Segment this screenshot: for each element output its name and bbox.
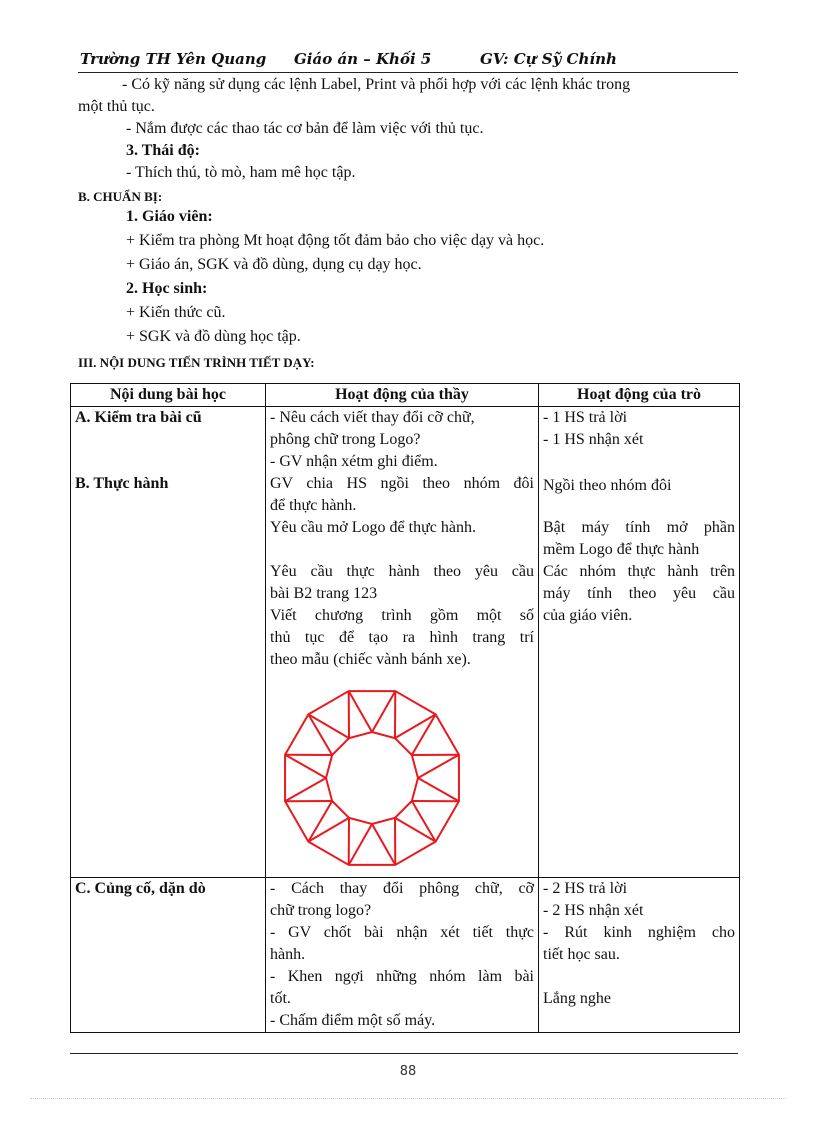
student-b-line: của giáo viên. <box>543 607 633 624</box>
teacher-activity-cell <box>266 407 539 878</box>
page-number: 88 <box>399 1064 417 1079</box>
page-header <box>78 48 738 73</box>
teacher-c-line: - Chấm điểm một số máy. <box>270 1012 436 1029</box>
teacher-b-line: Yêu cầu mở Logo để thực hành. <box>270 519 476 536</box>
student-b-line: Ngồi theo nhóm đôi <box>543 477 672 494</box>
skill-line-1 <box>78 74 738 96</box>
teacher-prep-title: 1. Giáo viên: <box>126 208 213 225</box>
content-title: III. NỘI DUNG TIẾN TRÌNH TIẾT DẠY: <box>78 355 315 370</box>
wheel-spoke <box>285 755 326 778</box>
section-c-title: C. Củng cố, dặn dò <box>75 880 206 897</box>
teacher-b-line: thủ tục để tạo ra hình trang trí <box>270 629 534 646</box>
content-cell <box>71 878 266 1033</box>
prep-title: B. CHUẨN BỊ: <box>78 189 163 204</box>
teacher-b-line: Viết chương trình gồm một số <box>270 607 534 624</box>
wheel-spoke <box>285 778 326 801</box>
teacher-a-line: - GV nhận xétm ghi điểm. <box>270 453 438 470</box>
table-row <box>71 878 740 1033</box>
teacher-c-line: tốt. <box>270 990 291 1007</box>
header-teacher-activity: Hoạt động của thầy <box>266 384 539 407</box>
teacher-prep-item-2: + Giáo án, SGK và đồ dùng, dụng cụ dạy học. <box>126 256 422 273</box>
student-activity-cell <box>539 407 740 878</box>
student-a-line: - 1 HS trả lời <box>543 409 628 426</box>
header-teacher: GV: Cự Sỹ Chính <box>480 50 617 68</box>
wheel-spoke <box>372 824 395 865</box>
footer-rule <box>70 1053 738 1054</box>
lesson-table <box>70 383 740 1033</box>
table-header-row <box>71 384 740 407</box>
teacher-b-line: GV chia HS ngồi theo nhóm đôi <box>270 475 534 492</box>
teacher-c-line: - Cách thay đổi phông chữ, cỡ <box>270 880 534 897</box>
student-prep-item-2: + SGK và đồ dùng học tập. <box>126 328 301 345</box>
teacher-activity-cell <box>266 878 539 1033</box>
wheel-inner-rim <box>326 732 418 824</box>
section-a-title: A. Kiểm tra bài cũ <box>75 409 202 426</box>
attitude-text: - Thích thú, tò mò, ham mê học tập. <box>126 164 356 181</box>
page-edge <box>30 1098 786 1099</box>
teacher-prep-item-1: + Kiểm tra phòng Mt hoạt động tốt đảm bảo cho việc dạy và học. <box>126 232 545 249</box>
content-cell <box>71 407 266 878</box>
table-row <box>71 407 740 878</box>
teacher-b-line: theo mẫu (chiếc vành bánh xe). <box>270 651 471 668</box>
student-c-line: tiết học sau. <box>543 946 620 963</box>
section-b-title: B. Thực hành <box>75 475 169 492</box>
teacher-b-line: để thực hành. <box>270 497 357 514</box>
skill-line-2: một thủ tục. <box>78 98 155 115</box>
teacher-b-line: Yêu cầu thực hành theo yêu cầu <box>270 563 534 580</box>
student-c-line: - 2 HS nhận xét <box>543 902 644 919</box>
student-a-line: - 1 HS nhận xét <box>543 431 644 448</box>
wheel-spoke <box>418 755 459 778</box>
student-b-line: máy tính theo yêu cầu <box>543 585 735 602</box>
student-c-line: Lắng nghe <box>543 990 611 1007</box>
header-student-activity: Hoạt động của trò <box>539 384 740 407</box>
attitude-title: 3. Thái độ: <box>126 142 200 159</box>
teacher-c-line: hành. <box>270 946 306 963</box>
teacher-c-line: - GV chốt bài nhận xét tiết thực <box>270 924 534 941</box>
student-prep-item-1: + Kiến thức cũ. <box>126 304 226 321</box>
teacher-c-line: chữ trong logo? <box>270 902 372 919</box>
wheel-spoke <box>349 824 372 865</box>
teacher-a-line: phông chữ trong Logo? <box>270 431 421 448</box>
teacher-a-line: - Nêu cách viết thay đổi cỡ chữ, <box>270 409 475 426</box>
wheel-spoke <box>349 691 372 732</box>
student-b-line: Bật máy tính mở phần <box>543 519 735 536</box>
student-prep-title: 2. Học sinh: <box>126 280 208 297</box>
teacher-b-line: bài B2 trang 123 <box>270 585 378 602</box>
teacher-c-line: - Khen ngợi những nhóm làm bài <box>270 968 534 985</box>
student-c-line: - Rút kinh nghiệm cho <box>543 924 735 941</box>
wheel-spoke <box>372 691 395 732</box>
wheel-rim-figure <box>274 685 470 871</box>
wheel-spoke <box>418 778 459 801</box>
header-subject: Giáo án – Khối 5 <box>294 50 432 68</box>
skill-line-3: - Nắm được các thao tác cơ bản để làm việc với thủ tục. <box>126 120 484 137</box>
student-activity-cell <box>539 878 740 1033</box>
header-school: Trường TH Yên Quang <box>80 50 267 68</box>
student-b-line: Các nhóm thực hành trên <box>543 563 735 580</box>
header-content: Nội dung bài học <box>71 384 266 407</box>
skill-line-1-text: - Có kỹ năng sử dụng các lệnh Label, Print và phối hợp với các lệnh khác trong <box>122 76 631 93</box>
student-c-line: - 2 HS trả lời <box>543 880 628 897</box>
student-b-line: mềm Logo để thực hành <box>543 541 700 558</box>
